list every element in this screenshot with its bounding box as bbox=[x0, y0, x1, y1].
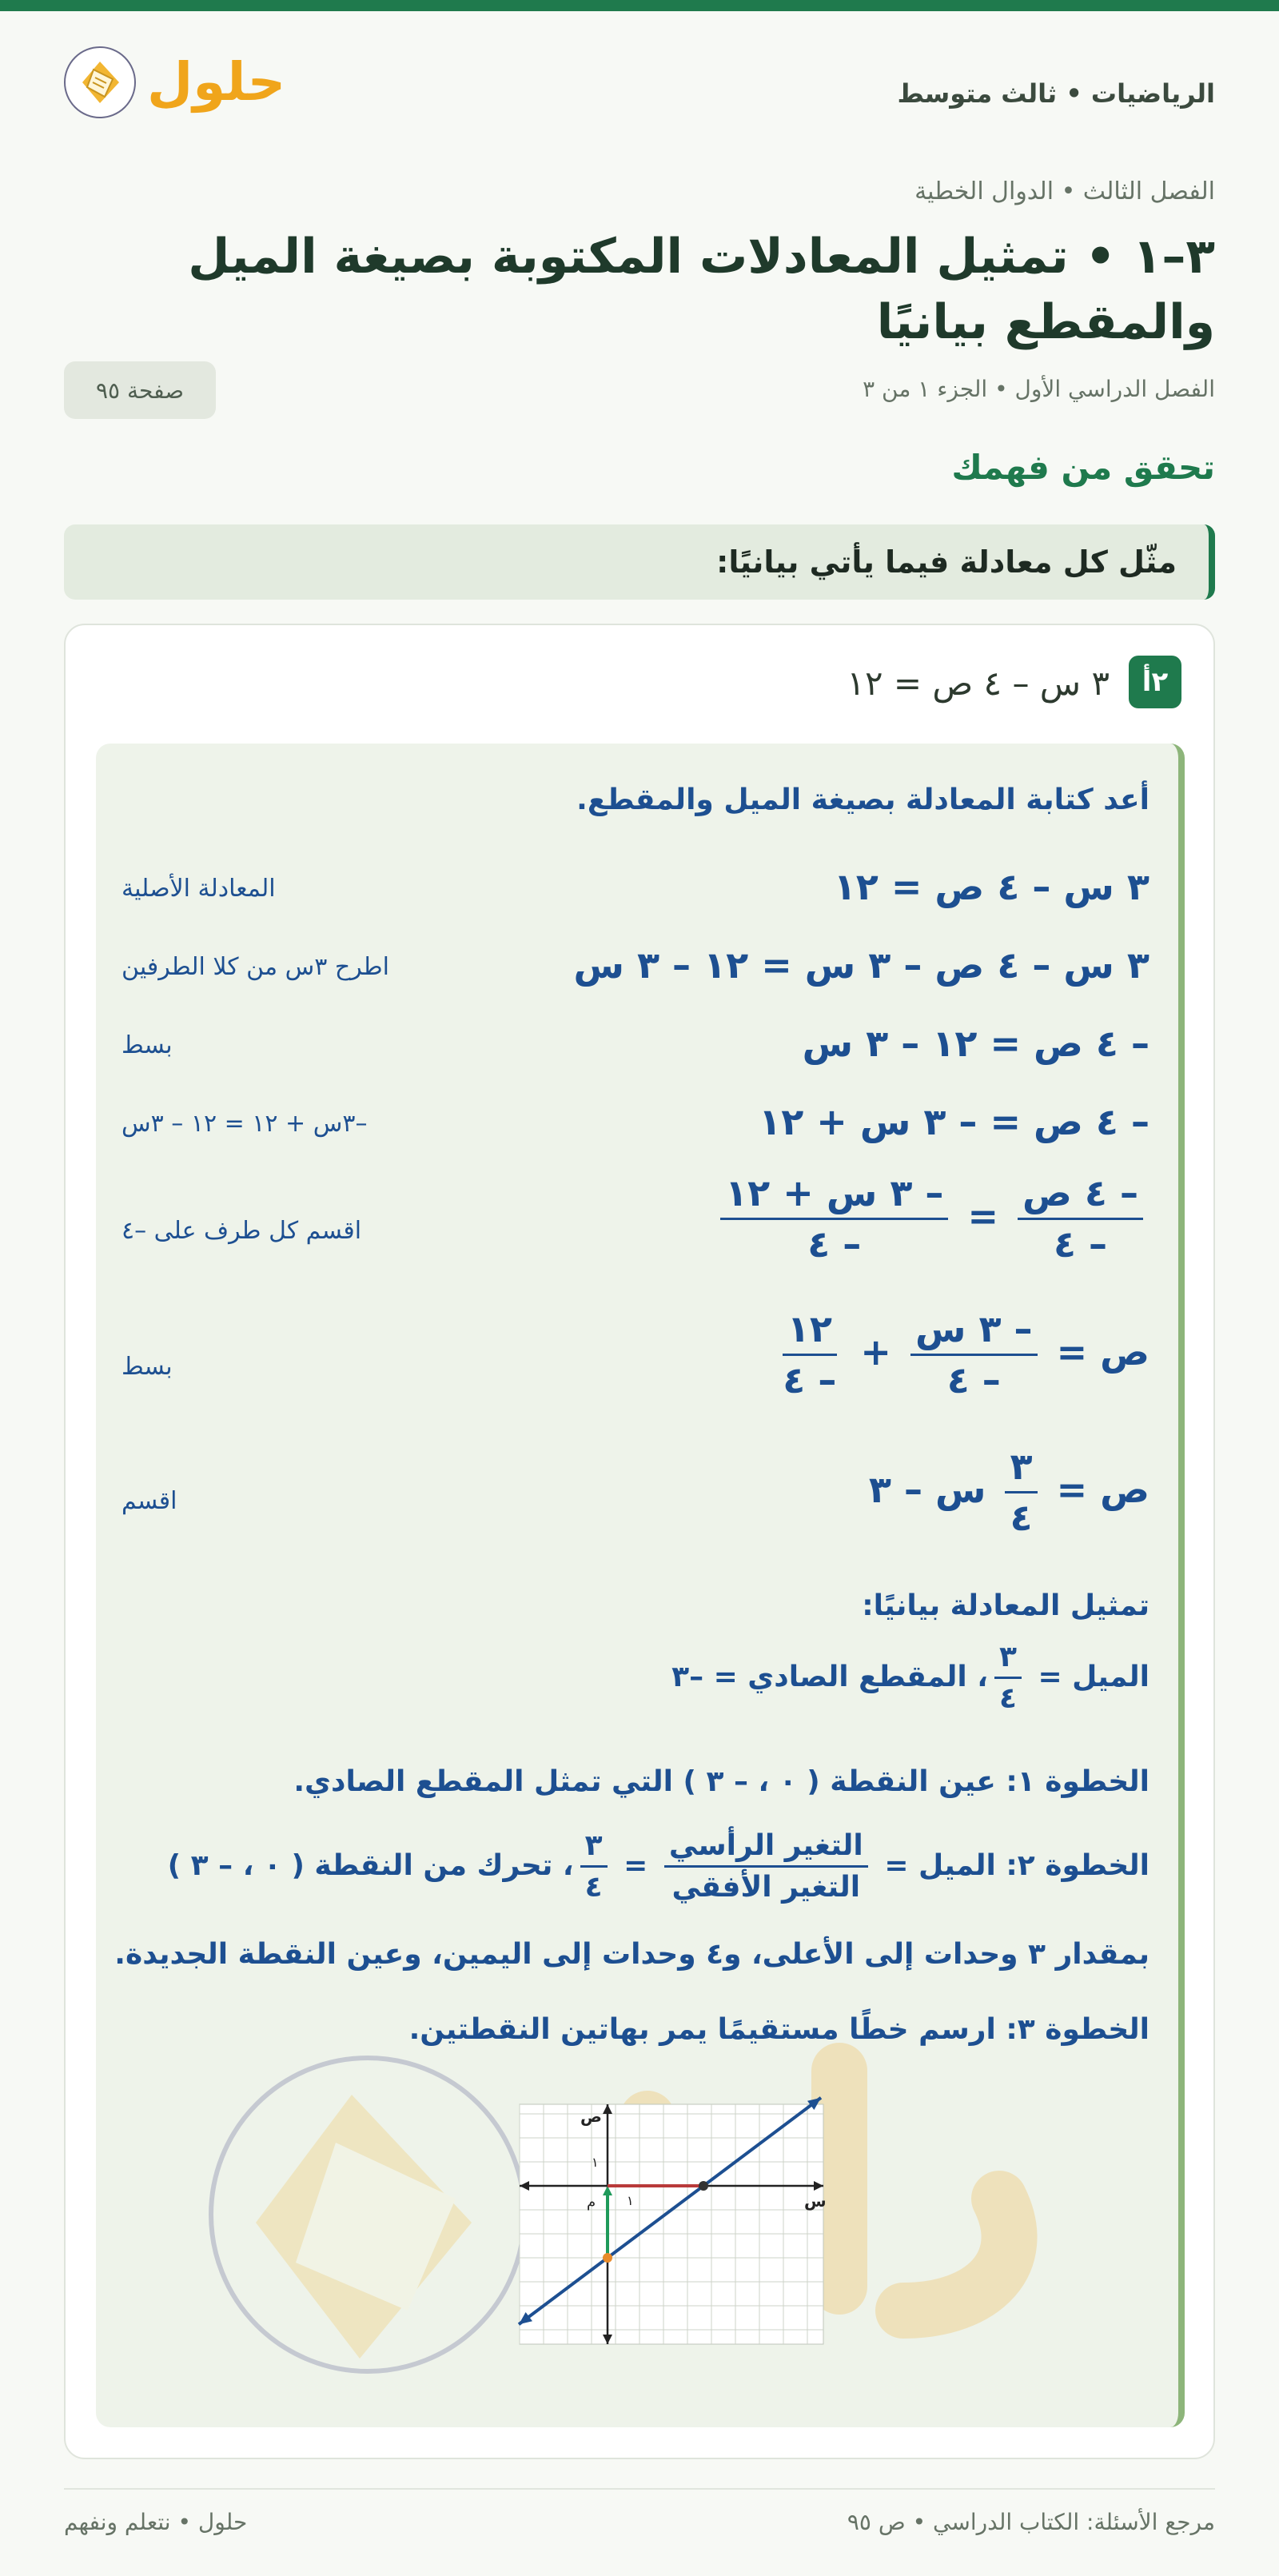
brand-name: حلول bbox=[147, 51, 286, 113]
plus-sign: + bbox=[860, 1330, 891, 1374]
y-axis-label: ص bbox=[580, 2107, 602, 2126]
x-axis-label: س bbox=[804, 2191, 827, 2211]
equals-sign: = bbox=[967, 1194, 998, 1238]
book-icon bbox=[64, 46, 136, 118]
fraction-denominator: – ٤ bbox=[783, 1358, 837, 1402]
equation-prefix: ص = bbox=[1056, 1467, 1150, 1511]
step-note-1: المعادلة الأصلية bbox=[122, 875, 276, 903]
term-meta: الفصل الدراسي الأول • الجزء ١ من ٣ bbox=[863, 376, 1215, 402]
step-note-6: بسط bbox=[122, 1353, 173, 1381]
origin-label: م bbox=[587, 2194, 596, 2211]
step-equation-5 bbox=[714, 1172, 1150, 1266]
step-equation-3: – ٤ ص = ١٢ – ٣ س bbox=[802, 1022, 1150, 1065]
solution-title: أعد كتابة المعادلة بصيغة الميل والمقطع. bbox=[576, 784, 1150, 816]
step-note-5: اقسم كل طرف على –٤ bbox=[122, 1217, 362, 1245]
coordinate-graph bbox=[512, 2096, 831, 2352]
fraction bbox=[994, 1641, 1022, 1716]
fraction-numerator: ٣ bbox=[994, 1641, 1022, 1679]
slope-prefix: الميل = bbox=[1038, 1660, 1150, 1693]
fraction bbox=[1005, 1446, 1037, 1539]
fraction-denominator: – ٤ bbox=[807, 1222, 862, 1266]
fraction bbox=[664, 1829, 868, 1904]
graph-title: تمثيل المعادلة بيانيًا: bbox=[862, 1589, 1150, 1622]
step-equation-6 bbox=[771, 1308, 1150, 1402]
fraction bbox=[580, 1829, 608, 1904]
question-equation: ٣ س – ٤ ص = ١٢ bbox=[847, 664, 1110, 703]
page-number-badge: صفحة ٩٥ bbox=[64, 361, 216, 419]
subject-label: الرياضيات • ثالث متوسط bbox=[897, 78, 1215, 109]
equation-prefix: ص = bbox=[1056, 1330, 1150, 1374]
fraction-denominator: – ٤ bbox=[946, 1358, 1001, 1402]
step-equation-7 bbox=[869, 1446, 1150, 1539]
graph-background bbox=[520, 2104, 823, 2344]
brand-logo[interactable] bbox=[64, 46, 285, 118]
step-2-continued: بمقدار ٣ وحدات إلى الأعلى، و٤ وحدات إلى اليمين، وعين النقطة الجديدة. bbox=[114, 1938, 1150, 1971]
step-note-4: –٣س + ١٢ = ١٢ – ٣س bbox=[122, 1110, 368, 1138]
footer-reference: مرجع الأسئلة: الكتاب الدراسي • ص ٩٥ bbox=[847, 2509, 1215, 2535]
equation-suffix: س – ٣ bbox=[868, 1467, 986, 1511]
footer-tagline: حلول • نتعلم ونفهم bbox=[64, 2509, 248, 2535]
fraction-numerator: التغير الرأسي bbox=[664, 1829, 868, 1868]
chapter-label: الفصل الثالث • الدوال الخطية bbox=[914, 177, 1215, 205]
step-3-text: الخطوة ٣: ارسم خطًا مستقيمًا يمر بهاتين النقطتين. bbox=[408, 2013, 1150, 2046]
page-title: ٣–١ • تمثيل المعادلات المكتوبة بصيغة الميل والمقطع بيانيًا bbox=[188, 229, 1215, 350]
fraction-numerator: – ٤ ص bbox=[1018, 1172, 1143, 1220]
fraction bbox=[778, 1308, 841, 1402]
fraction-numerator: ٣ bbox=[580, 1829, 608, 1868]
step-note-7: اقسم bbox=[122, 1487, 177, 1515]
fraction-denominator: ٤ bbox=[1010, 1495, 1033, 1539]
step-note-3: بسط bbox=[122, 1031, 173, 1059]
fraction-denominator: التغير الأفقي bbox=[671, 1871, 861, 1904]
step-equation-4: – ٤ ص = – ٣ س + ١٢ bbox=[759, 1100, 1150, 1143]
solution-panel bbox=[96, 744, 1185, 2427]
second-point bbox=[699, 2181, 708, 2191]
step-2-prefix: الخطوة ٢: الميل = bbox=[884, 1848, 1150, 1882]
fraction bbox=[1018, 1172, 1143, 1266]
fraction-numerator: – ٣ س + ١٢ bbox=[720, 1172, 948, 1220]
step-note-2: اطرح ٣س من كلا الطرفين bbox=[122, 953, 389, 981]
question-number-badge: ٢أ bbox=[1129, 656, 1181, 708]
section-heading: تحقق من فهمك bbox=[951, 448, 1215, 487]
step-equation-1: ٣ س – ٤ ص = ١٢ bbox=[833, 865, 1150, 908]
fraction-numerator: ١٢ bbox=[783, 1308, 837, 1356]
x-tick-label: ١ bbox=[627, 2193, 634, 2208]
step-equation-2: ٣ س – ٤ ص – ٣ س = ١٢ – ٣ س bbox=[573, 943, 1150, 987]
step-2-suffix: ، تحرك من النقطة ( ٠ ، – ٣ ) bbox=[167, 1848, 574, 1882]
footer-divider bbox=[64, 2488, 1215, 2490]
instruction-box: مثّل كل معادلة فيما يأتي بيانيًا: bbox=[64, 524, 1215, 600]
step-1-text: الخطوة ١: عين النقطة ( ٠ ، – ٣ ) التي تمثل المقطع الصادي. bbox=[293, 1765, 1150, 1798]
fraction bbox=[910, 1308, 1038, 1402]
y-intercept-point bbox=[603, 2253, 612, 2263]
y-tick-label: ١ bbox=[592, 2155, 599, 2170]
question-card bbox=[64, 624, 1215, 2459]
fraction-numerator: ٣ bbox=[1005, 1446, 1037, 1493]
fraction-denominator: ٤ bbox=[584, 1871, 603, 1904]
equals-sign: = bbox=[624, 1848, 648, 1882]
header bbox=[64, 46, 1215, 158]
top-accent-bar bbox=[0, 0, 1279, 11]
fraction bbox=[720, 1172, 948, 1266]
fraction-denominator: – ٤ bbox=[1053, 1222, 1108, 1266]
fraction-denominator: ٤ bbox=[998, 1682, 1017, 1716]
step-2-text bbox=[168, 1829, 1150, 1904]
slope-intercept-line bbox=[671, 1641, 1150, 1716]
fraction-numerator: – ٣ س bbox=[910, 1308, 1038, 1356]
intercept-text: ، المقطع الصادي = –٣ bbox=[671, 1660, 988, 1693]
